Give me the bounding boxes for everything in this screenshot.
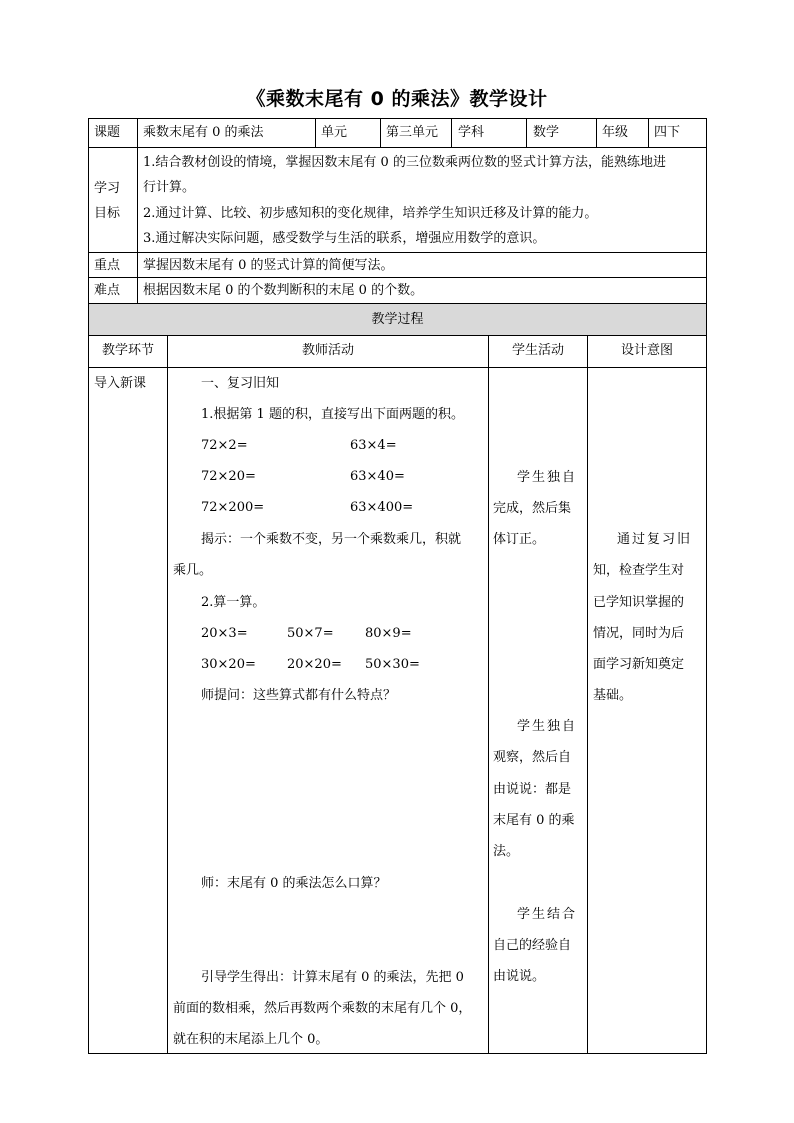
table-border: [526, 118, 527, 148]
design-intent: 已学知识掌握的: [593, 595, 685, 610]
table-border: [596, 118, 597, 148]
grade-label: 年级: [602, 125, 629, 140]
subject-label: 学科: [458, 125, 485, 140]
column-header-student: 学生活动: [511, 343, 564, 358]
goal-item: 行计算。: [143, 180, 196, 195]
equation: 72×20=: [201, 469, 256, 484]
goals-label: 目标: [94, 206, 121, 221]
table-border: [451, 118, 452, 148]
process-header: 教学过程: [371, 312, 424, 327]
key-point-label: 重点: [94, 258, 121, 273]
student-activity: 学生结合: [517, 907, 578, 922]
stage-name: 导入新课: [94, 376, 147, 391]
column-header-intent: 设计意图: [620, 343, 673, 358]
grade-value: 四下: [654, 125, 681, 140]
equation: 20×3=: [201, 626, 248, 641]
equation: 50×7=: [287, 626, 334, 641]
difficulty-value: 根据因数末尾 0 的个数判断积的末尾 0 的个数。: [143, 283, 424, 298]
table-border: [88, 118, 89, 1054]
equation: 72×2=: [201, 438, 248, 453]
student-activity: 学生独自: [517, 719, 578, 734]
table-border: [706, 118, 707, 1054]
design-intent: 情况，同时为后: [593, 626, 685, 641]
table-border: [88, 277, 707, 278]
table-border: [167, 335, 168, 1054]
table-border: [137, 118, 138, 304]
design-intent: 知，检查学生对: [593, 563, 685, 578]
teacher-question: 师提问：这些算式都有什么特点？: [201, 688, 397, 703]
equation: 80×9=: [365, 626, 412, 641]
guide-text: 引导学生得出：计算末尾有 0 的乘法，先把 0: [201, 970, 464, 985]
student-activity: 体订正。: [493, 532, 546, 547]
table-border: [88, 335, 707, 336]
question-2: 2.算一算。: [201, 595, 266, 610]
student-activity: 完成，然后集: [493, 501, 572, 516]
student-activity: 由说说。: [493, 969, 546, 984]
equation: 63×4=: [350, 438, 397, 453]
student-activity: 自己的经验自: [493, 938, 572, 953]
goal-item: 2.通过计算、比较、初步感知积的变化规律，培养学生知识迁移及计算的能力。: [143, 206, 598, 221]
table-border: [88, 118, 707, 119]
table-border: [648, 118, 649, 148]
table-border: [88, 252, 707, 253]
table-border: [88, 303, 707, 304]
guide-text: 前面的数相乘，然后再数两个乘数的末尾有几个 0，: [173, 1001, 472, 1016]
course-label: 课题: [94, 125, 121, 140]
table-border: [88, 147, 707, 148]
table-border: [488, 335, 489, 1054]
equation: 30×20=: [201, 657, 256, 672]
table-border: [315, 118, 316, 148]
table-border: [88, 1053, 707, 1054]
review-title: 一、复习旧知: [201, 376, 280, 391]
student-activity: 末尾有 0 的乘: [493, 813, 575, 828]
column-header-stage: 教学环节: [101, 343, 154, 358]
goal-item: 1.结合教材创设的情境，掌握因数末尾有 0 的三位数乘两位数的竖式计算方法，能熟练地进: [143, 155, 666, 170]
course-value: 乘数末尾有 0 的乘法: [143, 125, 264, 140]
equation: 50×30=: [365, 657, 420, 672]
equation: 63×40=: [350, 469, 405, 484]
table-border: [380, 118, 381, 148]
guide-text: 就在积的末尾添上几个 0。: [173, 1032, 329, 1047]
student-activity: 法。: [493, 844, 520, 859]
design-intent: 通过复习旧: [617, 532, 693, 547]
design-intent: 基础。: [593, 688, 633, 703]
column-header-teacher: 教师活动: [301, 343, 354, 358]
design-intent: 面学习新知奠定: [593, 657, 685, 672]
student-activity: 学生独自: [517, 470, 578, 485]
reveal-text: 乘几。: [173, 563, 213, 578]
teacher-question: 师：末尾有 0 的乘法怎么口算？: [201, 876, 387, 891]
key-point-value: 掌握因数末尾有 0 的竖式计算的简便写法。: [143, 258, 394, 273]
equation: 63×400=: [350, 500, 414, 515]
goals-label: 学习: [94, 181, 121, 196]
equation: 72×200=: [201, 500, 265, 515]
reveal-text: 揭示：一个乘数不变，另一个乘数乘几，积就: [201, 532, 462, 547]
unit-value: 第三单元: [386, 125, 439, 140]
subject-value: 数学: [533, 125, 560, 140]
table-border: [587, 335, 588, 1054]
unit-label: 单元: [321, 125, 348, 140]
equation: 20×20=: [287, 657, 342, 672]
goal-item: 3.通过解决实际问题，感受数学与生活的联系，增强应用数学的意识。: [143, 231, 546, 246]
table-border: [88, 367, 707, 368]
student-activity: 由说说：都是: [493, 782, 572, 797]
difficulty-label: 难点: [94, 283, 121, 298]
student-activity: 观察，然后自: [493, 750, 572, 765]
question-1: 1.根据第 1 题的积，直接写出下面两题的积。: [201, 407, 464, 422]
page-title: 《乘数末尾有 0 的乘法》教学设计: [246, 88, 548, 110]
